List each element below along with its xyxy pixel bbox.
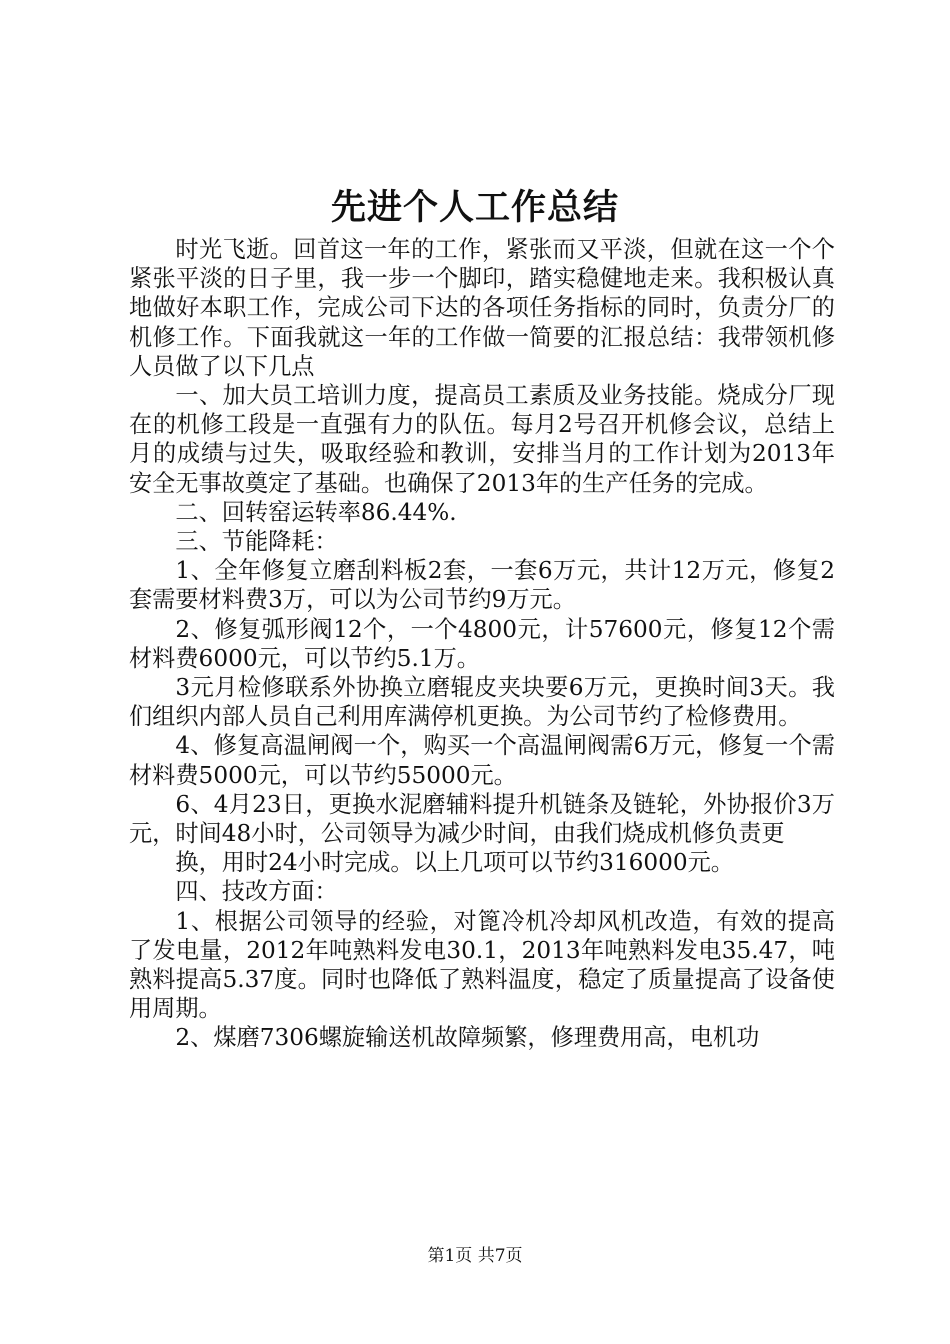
page-number-footer: 第1页 共7页: [427, 1246, 523, 1266]
paragraph-tech-heading: 四、技改方面：: [175, 878, 338, 906]
paragraph-energy-item-6: 6、4月23日，更换水泥磨辅料提升机链条及链轮，外协报价3万元，时间48小时，公司领导为减少时间，由我们烧成机修负责更: [129, 790, 835, 848]
paragraph-energy-item-1: 1、全年修复立磨刮料板2套，一套6万元，共计12万元，修复2套需要材料费3万，可以为公司节约9万元。: [129, 557, 835, 614]
paragraph-intro: 时光飞逝。回首这一年的工作，紧张而又平淡，但就在这一个个紧张平淡的日子里，我一步一个脚印，踏实稳健地走来。我积极认真地做好本职工作，完成公司下达的各项任务指标的同时，负责分厂的机修工作。下面我就这一年的工作做一简要的汇报总结：我带领机修人员做了以下几点: [129, 236, 835, 380]
paragraph-kiln-rate: 二、回转窑运转率86.44%.: [175, 498, 457, 526]
paragraph-energy-item-3: 3元月检修联系外协换立磨辊皮夹块要6万元，更换时间3天。我们组织内部人员自己利用库满停机更换。为公司节约了检修费用。: [129, 674, 835, 731]
paragraph-energy-heading: 三、节能降耗：: [175, 528, 338, 556]
document-title: 先进个人工作总结: [330, 187, 619, 228]
paragraph-training: 一、加大员工培训力度，提高员工素质及业务技能。烧成分厂现在的机修工段是一直强有力的队伍。每月2号召开机修会议，总结上月的成绩与过失，吸取经验和教训，安排当月的工作计划为2013年安全无事故奠定了基础。也确保了2013年的生产任务的完成。: [129, 382, 835, 497]
paragraph-energy-item-4: 4、修复高温闸阀一个，购买一个高温闸阀需6万元，修复一个需材料费5000元，可以节约55000元。: [129, 732, 835, 789]
document-body: [129, 235, 835, 1053]
paragraph-tech-item-2: 2、煤磨7306螺旋输送机故障频繁，修理费用高，电机功: [175, 1024, 760, 1052]
paragraph-tech-item-1: 1、根据公司领导的经验，对篦冷机冷却风机改造，有效的提高了发电量，2012年吨熟料发电30.1，2013年吨熟料发电35.47，吨熟料提高5.37度。同时也降低了熟料温度，稳定了质量提高了设备使用周期。: [129, 907, 835, 1023]
paragraph-energy-item-2: 2、修复弧形阀12个，一个4800元，计57600元，修复12个需材料费6000元，可以节约5.1万。: [129, 615, 835, 672]
paragraph-energy-item-6-continued: 换，用时24小时完成。以上几项可以节约316000元。: [175, 849, 734, 877]
